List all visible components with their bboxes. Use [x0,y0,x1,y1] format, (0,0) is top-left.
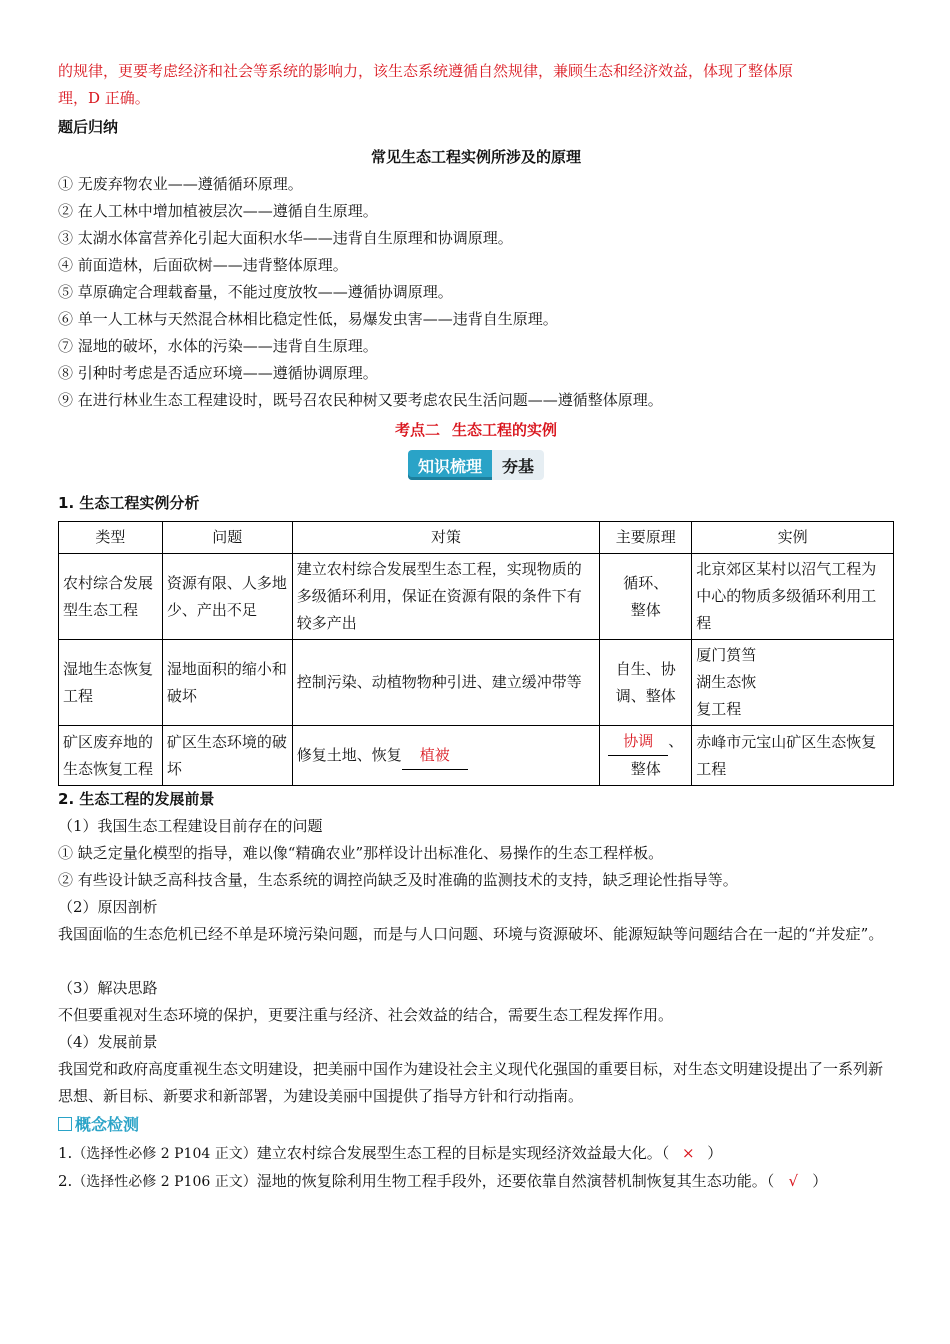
spacer [58,948,894,975]
concept-question-2 [58,1168,894,1196]
summary-item: ⑦ 湿地的破坏，水体的污染——违背自生原理。 [58,337,378,355]
table-header: 实例 [692,522,894,554]
summary-item: ⑥ 单一人工林与天然混合林相比稳定性低，易爆发虫害——违背自生原理。 [58,310,558,328]
table-cell-problem: 资源有限、人多地少、产出不足 [162,554,292,640]
concept-title: 概念检测 [75,1115,140,1134]
explanation-line-2: 理，D 正确。 [58,89,150,107]
section2-p3-body: 不但要重视对生态环境的保护，更要注重与经济、社会效益的结合，需要生态工程发挥作用。 [58,1006,674,1024]
question-source: （选择性必修 2 P104 正文） [72,1146,257,1162]
section2-num: 2 [58,790,69,808]
summary-item: ② 在人工林中增加植被层次——遵循自生原理。 [58,202,378,220]
table-cell-example [692,640,894,726]
kaodian-label: 考点二 [394,421,440,439]
section1-heading: 1. 生态工程实例分析 [58,494,200,512]
question-end: ） [812,1172,828,1190]
table-cell-type: 矿区废弃地的生态恢复工程 [59,726,163,786]
question-number: 1. [58,1144,73,1162]
section2-p3-head: （3）解决思路 [58,979,158,997]
summary-item: ⑤ 草原确定合理载畜量，不能过度放牧——遵循协调原理。 [58,283,453,301]
section2-heading: 2. 生态工程的发展前景 [58,790,215,808]
principle-line: 循环、 [623,573,669,592]
summary-heading: 题后归纳 [58,118,119,136]
knowledge-badge [408,450,544,480]
example-line: 厦门筼筜 [696,646,757,664]
principle-line: 整体 [630,760,661,778]
question-text: 湿地的恢复除利用生物工程手段外，还要依靠自然演替机制恢复其生态功能。（ [256,1172,775,1190]
principle-line: 调、整体 [615,686,676,705]
table-cell-measure [292,726,600,786]
example-line: 复工程 [696,700,742,718]
summary-item: ④ 前面造林，后面砍树——违背整体原理。 [58,256,348,274]
question-end: ） [707,1144,723,1162]
table-cell-example: 赤峰市元宝山矿区生态恢复工程 [692,726,894,786]
section2-p1-head: （1）我国生态工程建设目前存在的问题 [58,817,323,835]
table-cell-principle [600,726,692,786]
measure-prefix: 修复土地、恢复 [296,745,402,764]
question-number: 2. [58,1172,73,1190]
summary-item: ⑨ 在进行林业生态工程建设时，既号召农民种树又要考虑农民生活问题——遵循整体原理。 [58,391,663,409]
concept-check-heading [58,1110,894,1140]
section1-num: 1 [58,494,69,512]
summary-title: 常见生态工程实例所涉及的原理 [370,148,581,166]
table-cell-principle [600,640,692,726]
section2-title: 生态工程的发展前景 [79,790,215,808]
summary-item: ⑧ 引种时考虑是否适应环境——遵循协调原理。 [58,364,378,382]
question-text: 建立农村综合发展型生态工程的目标是实现经济效益最大化。（ [256,1144,670,1162]
knowledge-badge-row [58,450,894,490]
answer-blank-coordination: 协调 [608,728,668,756]
table-header: 主要原理 [600,522,692,554]
summary-item: ③ 太湖水体富营养化引起大面积水华——违背自生原理和协调原理。 [58,229,513,247]
example-table [58,521,894,786]
table-cell-principle [600,554,692,640]
badge-left: 知识梳理 [408,450,492,480]
table-cell-measure: 控制污染、动植物物种引进、建立缓冲带等 [292,640,600,726]
table-header: 对策 [292,522,600,554]
principle-line: 自生、协 [615,659,676,678]
section1-title: 生态工程实例分析 [79,494,200,512]
section2-p1-b: ② 有些设计缺乏高科技含量，生态系统的调控尚缺乏及时准确的监测技术的支持，缺乏理论性指导等。 [58,871,738,889]
checkbox-icon [58,1117,72,1131]
table-row [59,726,894,786]
page [58,58,894,1196]
table-cell-type: 农村综合发展型生态工程 [59,554,163,640]
section2-p2-head: （2）原因剖析 [58,898,158,916]
section2-p1-a: ① 缺乏定量化模型的指导，难以像“精确农业”那样设计出标准化、易操作的生态工程样板。 [58,844,664,862]
table-cell-problem: 矿区生态环境的破坏 [162,726,292,786]
table-header: 问题 [162,522,292,554]
section2-p2-body: 我国面临的生态危机已经不单是环境污染问题，而是与人口问题、环境与资源破坏、能源短缺等问题结合在一起的“并发症”。 [58,925,884,943]
table-row [59,554,894,640]
table-header: 类型 [59,522,163,554]
summary-list [58,171,894,414]
table-cell-example: 北京郊区某村以沼气工程为中心的物质多级循环利用工程 [692,554,894,640]
question-source: （选择性必修 2 P106 正文） [72,1174,257,1190]
principle-line: 整体 [630,600,661,619]
example-line: 湖生态恢 [696,673,757,691]
kaodian-heading [58,414,894,446]
table-cell-measure: 建立农村综合发展型生态工程，实现物质的多级循环利用，保证在资源有限的条件下有较多产出 [292,554,600,640]
kaodian-title: 生态工程的实例 [452,421,558,439]
section2-p4-head: （4）发展前景 [58,1033,158,1051]
principle-suffix: 、 [668,732,684,750]
answer-cross-icon: × [681,1144,695,1162]
summary-item: ① 无废弃物农业——遵循循环原理。 [58,175,303,193]
badge-right: 夯基 [492,450,544,480]
table-cell-problem: 湿地面积的缩小和破坏 [162,640,292,726]
table-header-row [59,522,894,554]
answer-blank-vegetation: 植被 [402,742,468,770]
concept-question-1 [58,1140,894,1168]
principle-line [604,728,687,756]
table-cell-type: 湿地生态恢复工程 [59,640,163,726]
explanation-line-1: 的规律，更要考虑经济和社会等系统的影响力，该生态系统遵循自然规律，兼顾生态和经济效益，体现了整体原 [58,62,794,80]
section2-p4-body: 我国党和政府高度重视生态文明建设，把美丽中国作为建设社会主义现代化强国的重要目标，对生态文明建设提出了一系列新思想、新目标、新要求和新部署，为建设美丽中国提供了指导方针和行动指南。 [58,1060,884,1105]
table-row [59,640,894,726]
answer-check-icon: √ [788,1172,799,1190]
